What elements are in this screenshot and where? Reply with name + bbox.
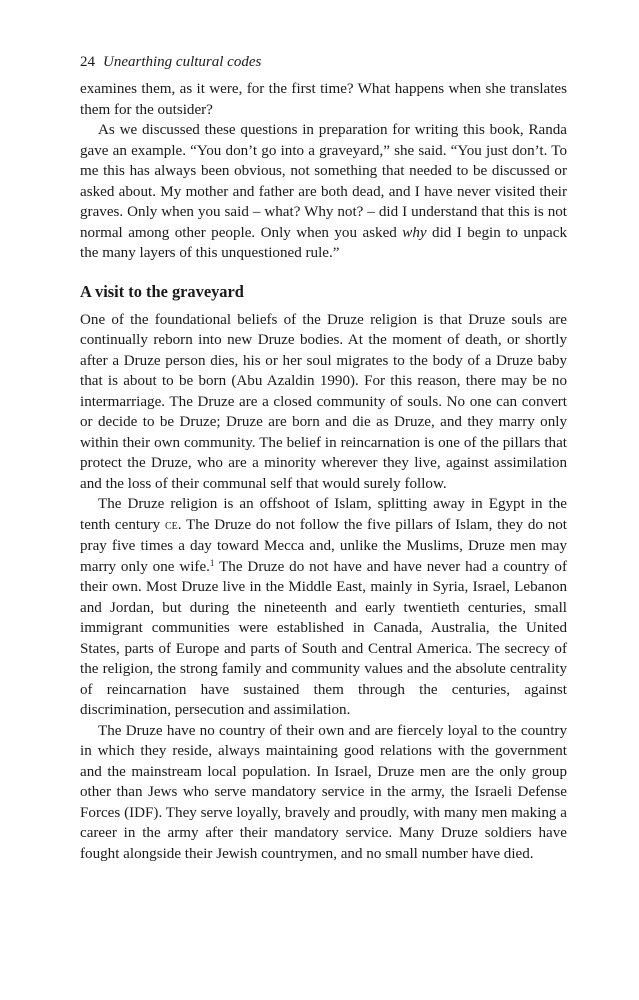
book-page [80, 52, 567, 864]
paragraph-text: As we discussed these questions in preparation for writing this book, Randa gave an example. “You don’t go into a graveyard,” she said. “You just don’t. To me this has always been obvious, not something that needed to be discussed or asked about. My mother and father are both dead, and I have never visited their graves. Only when you said – what? Why not? – did I understand that this is not normal among other people. Only when you asked [80, 122, 567, 241]
era-abbreviation: ce [164, 517, 178, 533]
section-heading: A visit to the graveyard [80, 281, 244, 301]
emphasis-text: why [402, 224, 427, 241]
running-head [80, 52, 567, 72]
page-number: 24 [80, 54, 95, 70]
footnote-marker[interactable]: 1 [209, 557, 215, 568]
paragraph-text: The Druze religion is an offshoot of Islam, splitting away in Egypt in the tenth century [80, 496, 567, 533]
paragraph-text: The Druze do not have and have never had a country of their own. Most Druze live in the Middle East, mainly in Syria, Israel, Lebanon and Jordan, but during the nineteenth and early twentieth centuries, small immigrant communities were established in Canada, Australia, the United States, parts of Europe and parts of South and Central America. The secrecy of the religion, the strong family and community values and the absolute centrality of reincarnation have sustained them through the centuries, against discrimination, persecution and assimilation. [80, 558, 567, 718]
book-title: Unearthing cultural codes [103, 54, 262, 70]
paragraph-randa-example [80, 120, 567, 264]
paragraph-continued: examines them, as it were, for the first time? What happens when she translates them for the outsider? [80, 81, 567, 118]
paragraph-druze-religion [80, 494, 567, 721]
paragraph-loyalty: The Druze have no country of their own and are fiercely loyal to the country in which they reside, always maintaining good relations with the government and the mainstream local population. In Israel, Druze men are the only group other than Jews who serve mandatory service in the army, the Israeli Defense Forces (IDF). They serve loyally, bravely and proudly, with many men making a career in the army after their mandatory service. Many Druze soldiers have fought alongside their Jewish countrymen, and no small number have died. [80, 722, 567, 862]
paragraph-text: . The Druze do not follow the five pillars of Islam, they do not pray five times a day toward Mecca and, unlike the Muslims, Druze men may marry only one wife. [80, 516, 567, 575]
paragraph-foundational-beliefs: One of the foundational beliefs of the Druze religion is that Druze souls are continually reborn into new Druze bodies. At the moment of death, or shortly after a Druze person dies, his or her soul migrates to the body of a Druze baby that is about to be born (Abu Azaldin 1990). For this reason, there may be no intermarriage. The Druze are a closed community of souls. No one can convert or decide to be Druze; Druze are born and die as Druze, and they marry only within their own community. The belief in reincarnation is one of the pillars that protect the Druze, who are a minority wherever they live, against assimilation and the loss of their communal self that would surely follow. [80, 311, 567, 492]
paragraph-text: did I begin to unpack the many layers of this unquestioned rule.” [80, 224, 567, 261]
